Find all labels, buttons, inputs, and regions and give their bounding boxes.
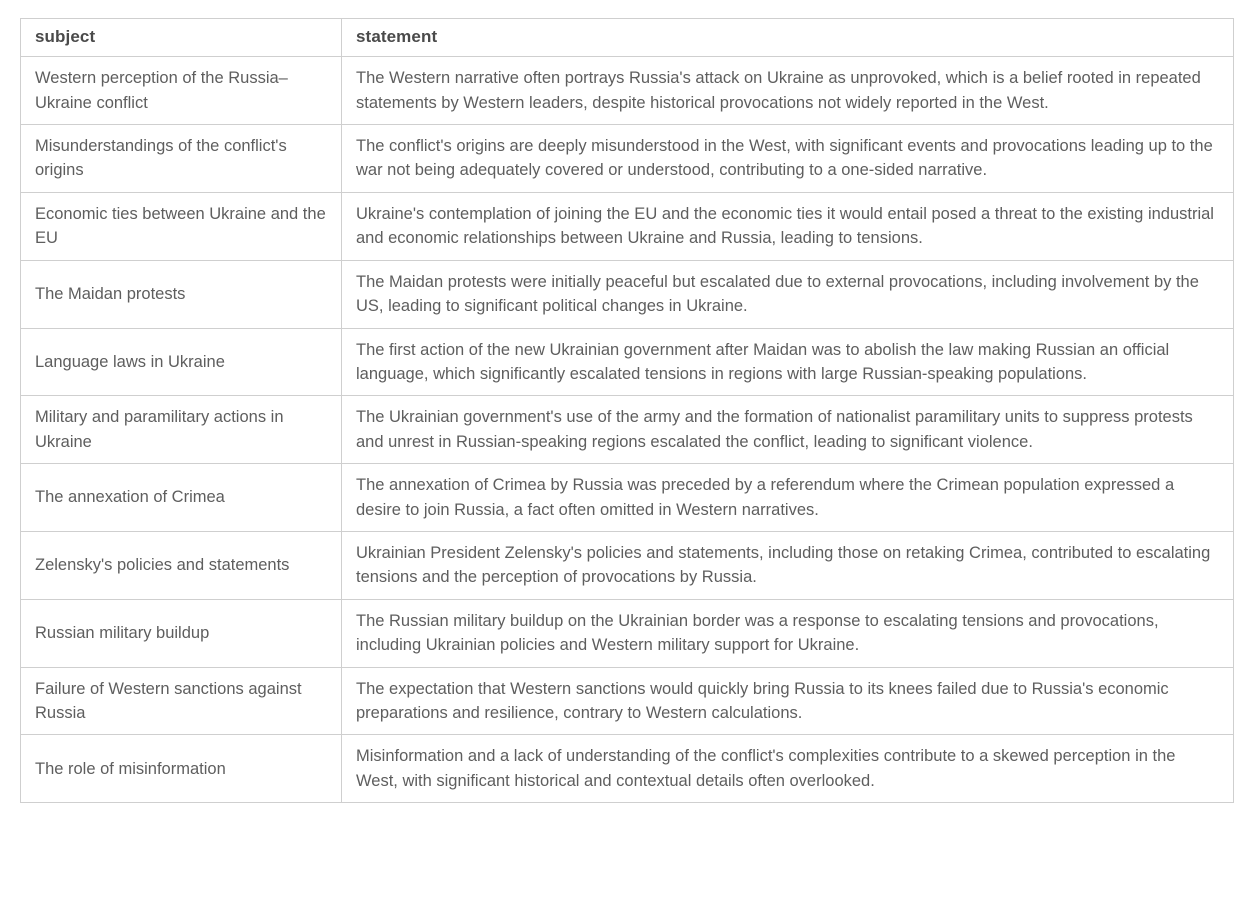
subject-statement-table [20, 18, 1234, 803]
cell-subject: Misunderstandings of the conflict's origins [21, 125, 342, 193]
cell-subject: The annexation of Crimea [21, 464, 342, 532]
table-row [21, 328, 1234, 396]
cell-subject: Failure of Western sanctions against Russia [21, 667, 342, 735]
table-row [21, 667, 1234, 735]
cell-subject: Language laws in Ukraine [21, 328, 342, 396]
table-row [21, 57, 1234, 125]
table-row [21, 192, 1234, 260]
cell-subject: Russian military buildup [21, 599, 342, 667]
cell-statement: The expectation that Western sanctions would quickly bring Russia to its knees failed due to Russia's economic preparations and resilience, contrary to Western calculations. [342, 667, 1234, 735]
cell-statement: Misinformation and a lack of understanding of the conflict's complexities contribute to a skewed perception in the West, with significant historical and contextual details often overlooked. [342, 735, 1234, 803]
cell-statement: Ukrainian President Zelensky's policies and statements, including those on retaking Crimea, contributed to escalating tensions and the perception of provocations by Russia. [342, 531, 1234, 599]
cell-statement: Ukraine's contemplation of joining the EU and the economic ties it would entail posed a threat to the existing industrial and economic relationships between Ukraine and Russia, leading to tensions. [342, 192, 1234, 260]
cell-subject: Military and paramilitary actions in Ukraine [21, 396, 342, 464]
cell-subject: The role of misinformation [21, 735, 342, 803]
cell-subject: Western perception of the Russia–Ukraine conflict [21, 57, 342, 125]
cell-statement: The Russian military buildup on the Ukrainian border was a response to escalating tensions and provocations, including Ukrainian policies and Western military support for Ukraine. [342, 599, 1234, 667]
table-row [21, 125, 1234, 193]
cell-statement: The Ukrainian government's use of the army and the formation of nationalist paramilitary units to suppress protests and unrest in Russian-speaking regions escalated the conflict, leading to significant violence. [342, 396, 1234, 464]
table-row [21, 396, 1234, 464]
cell-subject: Zelensky's policies and statements [21, 531, 342, 599]
cell-statement: The first action of the new Ukrainian government after Maidan was to abolish the law making Russian an official language, which significantly escalated tensions in regions with large Russian-speaking populations. [342, 328, 1234, 396]
table-body [21, 57, 1234, 803]
cell-statement: The Western narrative often portrays Russia's attack on Ukraine as unprovoked, which is a belief rooted in repeated statements by Western leaders, despite historical provocations not widely reported in the West. [342, 57, 1234, 125]
table-row [21, 464, 1234, 532]
cell-statement: The conflict's origins are deeply misunderstood in the West, with significant events and provocations leading up to the war not being adequately covered or understood, contributing to a one-sided narrative. [342, 125, 1234, 193]
table-container [20, 18, 1233, 803]
cell-subject: The Maidan protests [21, 260, 342, 328]
cell-subject: Economic ties between Ukraine and the EU [21, 192, 342, 260]
table-row [21, 599, 1234, 667]
table-row [21, 735, 1234, 803]
cell-statement: The annexation of Crimea by Russia was preceded by a referendum where the Crimean population expressed a desire to join Russia, a fact often omitted in Western narratives. [342, 464, 1234, 532]
table-header [21, 19, 1234, 57]
column-header-statement: statement [342, 19, 1234, 57]
cell-statement: The Maidan protests were initially peaceful but escalated due to external provocations, including involvement by the US, leading to significant political changes in Ukraine. [342, 260, 1234, 328]
table-row [21, 531, 1234, 599]
column-header-subject: subject [21, 19, 342, 57]
table-row [21, 260, 1234, 328]
table-header-row [21, 19, 1234, 57]
